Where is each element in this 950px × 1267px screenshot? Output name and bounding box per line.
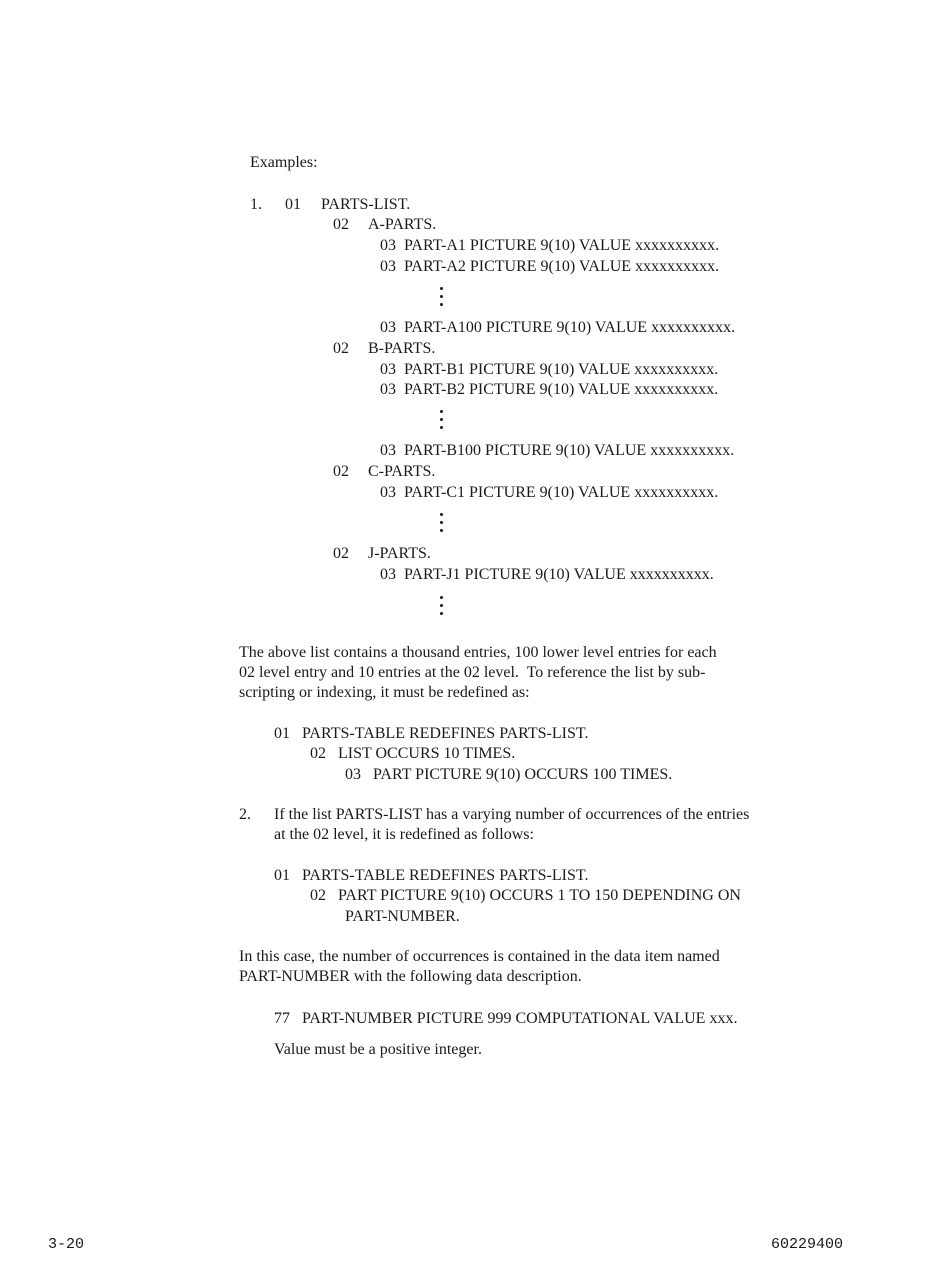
page-number: 3-20 [48, 1236, 85, 1253]
record-name: PARTS-LIST. [321, 196, 411, 213]
code-entry: 03 PART-A2 PICTURE 9(10) VALUE xxxxxxxxxx. [380, 258, 720, 275]
code-entry: 77 PART-NUMBER PICTURE 999 COMPUTATIONAL VALUE xxx. [274, 1010, 738, 1027]
code-entry: 03 PART-B100 PICTURE 9(10) VALUE xxxxxxxxxx. [380, 442, 735, 459]
ellipsis-dots [440, 410, 446, 434]
paragraph-line: PART-NUMBER with the following data description. [239, 968, 582, 985]
ellipsis-dots [440, 513, 446, 537]
code-entry: PART-NUMBER. [345, 908, 460, 925]
paragraph-line: If the list PARTS-LIST has a varying number of occurrences of the entries [274, 806, 750, 823]
ellipsis-dots [440, 596, 446, 620]
code-entry: 03 PART-C1 PICTURE 9(10) VALUE xxxxxxxxxx. [380, 484, 719, 501]
group-name: J-PARTS. [368, 545, 431, 562]
group-level: 02 [333, 545, 349, 562]
code-entry: 02 PART PICTURE 9(10) OCCURS 1 TO 150 DEPENDING ON [310, 887, 741, 904]
code-entry: 03 PART-B2 PICTURE 9(10) VALUE xxxxxxxxxx. [380, 381, 719, 398]
level-01-label: 01 [285, 196, 301, 213]
paragraph-line: The above list contains a thousand entries, 100 lower level entries for each [239, 644, 717, 661]
group-level: 02 [333, 340, 349, 357]
code-entry: 03 PART-A100 PICTURE 9(10) VALUE xxxxxxxxxx. [380, 319, 736, 336]
paragraph-line: In this case, the number of occurrences is contained in the data item named [239, 948, 720, 965]
examples-heading: Examples: [250, 154, 318, 171]
paragraph-line: scripting or indexing, it must be redefined as: [239, 684, 530, 701]
code-entry: 03 PART-J1 PICTURE 9(10) VALUE xxxxxxxxxx. [380, 566, 714, 583]
code-entry: 01 PARTS-TABLE REDEFINES PARTS-LIST. [274, 867, 589, 884]
group-name: B-PARTS. [368, 340, 436, 357]
group-level: 02 [333, 216, 349, 233]
paragraph-line: at the 02 level, it is redefined as follows: [274, 826, 534, 843]
code-entry: 03 PART-A1 PICTURE 9(10) VALUE xxxxxxxxxx. [380, 237, 720, 254]
code-entry: 02 LIST OCCURS 10 TIMES. [310, 745, 516, 762]
code-entry: 03 PART PICTURE 9(10) OCCURS 100 TIMES. [345, 766, 673, 783]
example-2-number: 2. [239, 806, 251, 823]
group-name: A-PARTS. [368, 216, 437, 233]
note-text: Value must be a positive integer. [274, 1041, 482, 1058]
example-1-number: 1. [250, 196, 262, 213]
document-number: 60229400 [771, 1236, 844, 1253]
code-entry: 01 PARTS-TABLE REDEFINES PARTS-LIST. [274, 725, 589, 742]
code-entry: 03 PART-B1 PICTURE 9(10) VALUE xxxxxxxxxx. [380, 361, 719, 378]
group-level: 02 [333, 463, 349, 480]
ellipsis-dots [440, 287, 446, 311]
group-name: C-PARTS. [368, 463, 436, 480]
paragraph-line: 02 level entry and 10 entries at the 02 level. To reference the list by sub- [239, 664, 706, 681]
